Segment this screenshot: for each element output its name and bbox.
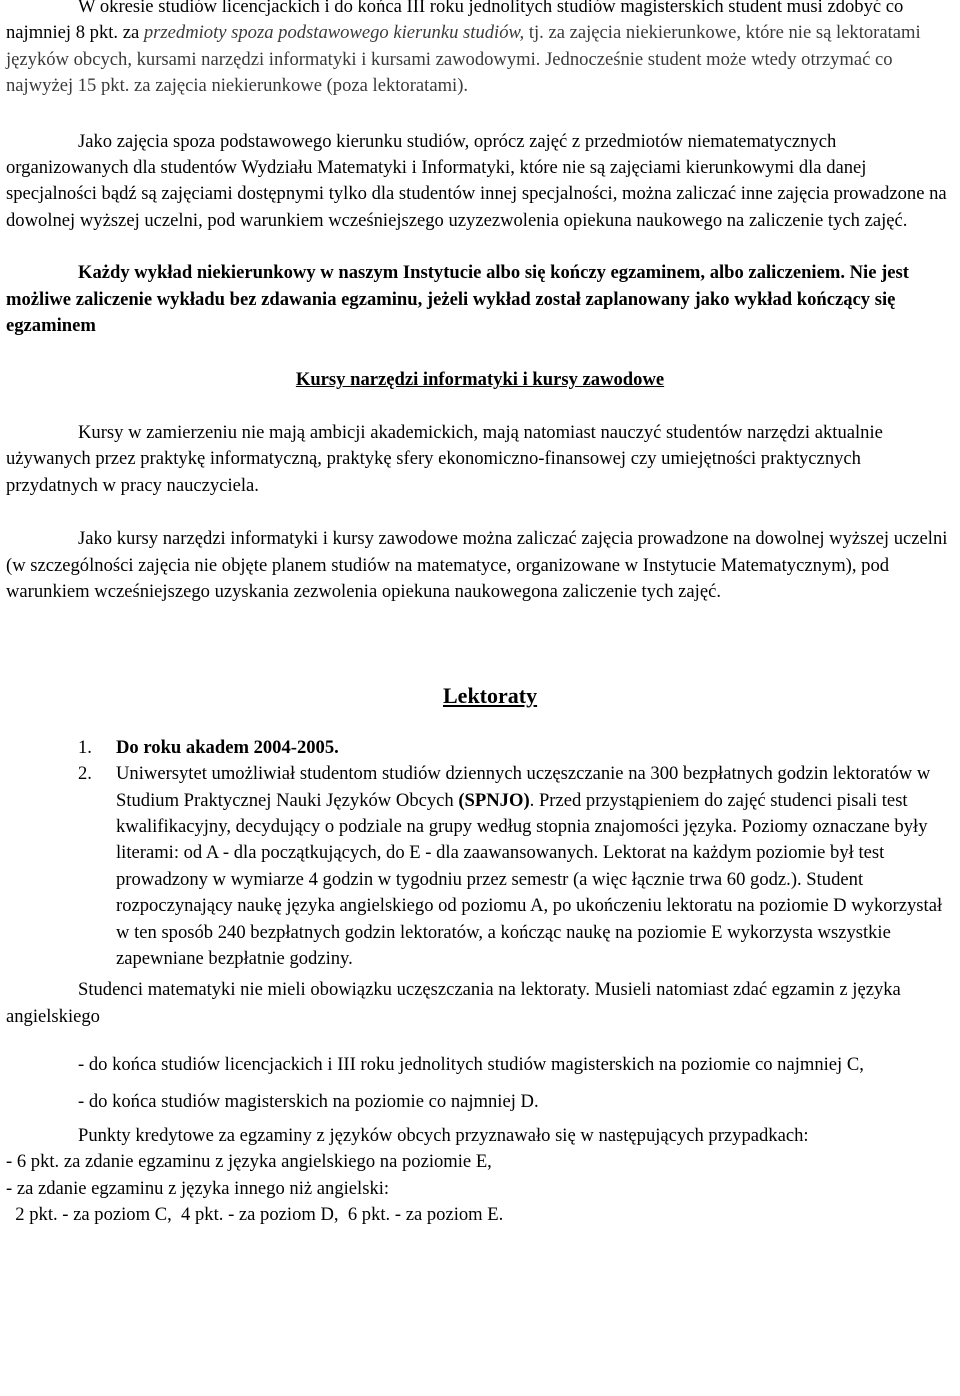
language-courses-list <box>6 735 954 973</box>
list-item-abbrev: (SPNJO) <box>458 789 530 811</box>
heading-language-courses: Lektoraty <box>443 683 538 709</box>
paragraph-level-c: - do końca studiów licencjackich i III roku jednolitych studiów magisterskich na poziomie co najmniej C, <box>78 1054 864 1076</box>
requirements-italic: przedmioty spoza podstawowego kierunku studiów, <box>143 22 525 44</box>
list-item-text <box>116 761 954 972</box>
list-item <box>78 735 954 761</box>
paragraph-credit-points: Punkty kredytowe za egzaminy z języków obcych przyznawało się w następujących przypadkach: <box>78 1125 809 1146</box>
heading-courses: Kursy narzędzi informatyki i kursy zawodowe <box>295 369 665 391</box>
paragraph-credit-levels: 2 pkt. - za poziom C, 4 pkt. - za poziom D, 6 pkt. - za poziom E. <box>6 1204 504 1226</box>
paragraph-courses-aim: Kursy w zamierzeniu nie mają ambicji akademickich, mają natomiast nauczyć studentów narzędzi aktualnie używanych przez praktykę informatyczną, praktykę sfery ekonomiczno-finansowej czy umiejętności praktycznych przydatnych w pracy nauczyciela. <box>6 421 883 496</box>
list-item <box>78 761 954 972</box>
list-item-number: 1. <box>78 736 92 758</box>
paragraph-credit-english: - 6 pkt. za zdanie egzaminu z języka angielskiego na poziomie E, <box>6 1151 492 1173</box>
paragraph-credit-other: - za zdanie egzaminu z języka innego niż angielski: <box>6 1177 390 1199</box>
list-item-text: Do roku akadem 2004-2005. <box>116 736 339 758</box>
requirements-text-1: W okresie studiów licencjackich i do końca III roku jednolitych studiów magisterskich student musi zdobyć co najmniej 8 pkt. za <box>6 0 904 44</box>
paragraph-noncore-courses: Jako zajęcia spoza podstawowego kierunku studiów, oprócz zajęć z przedmiotów niematematycznych organizowanych dla studentów Wydziału Matematyki i Informatyki, które nie są zajęciami kierunkowymi dla danej specjalności bądź są zajęciami dostępnymi tylko dla studentów innej specjalności, można zaliczać inne zajęcia prowadzone na dowolnej wyższej uczelni, pod warunkiem wcześniejszego uzyzezwolenia opiekuna naukowego na zaliczenie tych zajęć. <box>6 130 947 231</box>
list-item-number: 2. <box>78 763 92 785</box>
paragraph-exam-requirement: Studenci matematyki nie mieli obowiązku uczęszczania na lektoraty. Musieli natomiast zdać egzamin z języka angielskiego <box>6 979 901 1027</box>
paragraph-level-d: - do końca studiów magisterskich na poziomie co najmniej D. <box>78 1090 539 1112</box>
paragraph-lecture-exam: Każdy wykład niekierunkowy w naszym Instytucie albo się kończy egzaminem, albo zaliczeniem. Nie jest możliwe zaliczenie wykładu bez zdawania egzaminu, jeżeli wykład został zaplanowany jako wykład kończący się egzaminem <box>6 262 909 337</box>
paragraph-courses-credit: Jako kursy narzędzi informatyki i kursy zawodowe można zaliczać zajęcia prowadzone na dowolnej wyższej uczelni (w szczególności zajęcia nie objęte planem studiów na matematyce, organizowane w Instytucie Matematycznym), pod warunkiem wcześniejszego uzyskania zezwolenia opiekuna naukowegona zaliczenie tych zajęć. <box>6 528 948 602</box>
paragraph-requirements <box>6 0 954 100</box>
requirements-text-2: tj. za zajęcia niekierunkowe, które nie są lektoratami języków obcych, kursami narzędzi informatyki i kursami zawodowymi. Jednocześnie student może wtedy otrzymać co najwyżej 15 pkt. za zajęcia niekierunkowe (poza lektoratami). <box>6 22 921 97</box>
list-item-text-a: Uniwersytet umożliwiał studentom studiów dziennych uczęszczanie na 300 bezpłatnych godzin lektoratów w Studium Praktycznej Nauki Języków Obcych <box>116 763 931 811</box>
list-item-text-c: . Przed przystąpieniem do zajęć studenci pisali test kwalifikacyjny, decydujący o podziale na grupy według stopnia znajomości języka. Poziomy oznaczane były literami: od A - dla początkujących, do E - dla zaawansowanych. Lektorat na każdym poziomie był test prowadzony w wymiarze 4 godzin w tygodniu przez semestr (a więc łącznie trwa 60 godz.). Student rozpoczynający naukę języka angielskiego od poziomu A, po ukończeniu lektoratu na poziomie D wykorzystał w ten sposób 240 bezpłatnych godzin lektoratów, a kończąc naukę na poziomie E wykorzysta wszystkie zapewniane bezpłatnie godziny. <box>116 789 943 969</box>
